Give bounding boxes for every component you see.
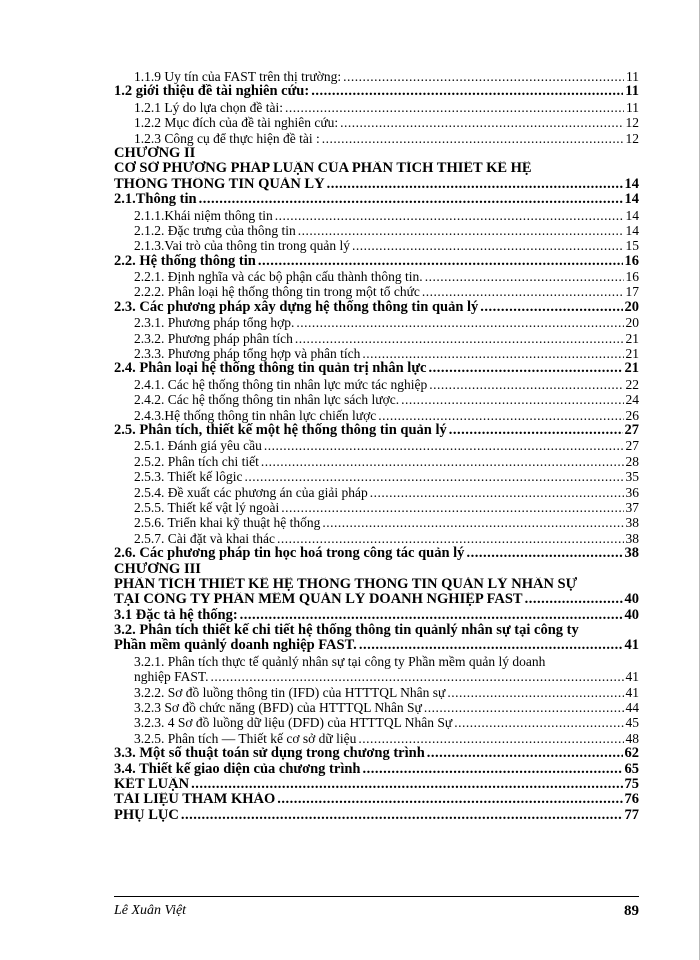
toc-leader-dots: [449, 423, 623, 438]
toc-entry: [114, 485, 639, 500]
toc-leader-dots: [322, 515, 623, 530]
toc-entry-label: CƠ SỞ PHƯƠNG PHÁP LUẬN CỦA PHÂN TÍCH THIẾT KẾ HỆ: [114, 161, 532, 177]
toc-entry: [114, 469, 639, 484]
toc-entry-page: 11: [626, 99, 639, 115]
toc-entry-label: 2.5.5. Thiết kế vật lý ngoài: [134, 499, 280, 515]
toc-entry: [114, 685, 639, 700]
toc-entry-label: 2.5.2. Phân tích chi tiết: [134, 453, 259, 469]
toc-leader-dots: [352, 238, 624, 253]
toc-entry: [114, 408, 639, 423]
toc-entry: [114, 592, 639, 607]
toc-leader-dots: [275, 208, 624, 223]
toc-entry-page: 45: [625, 715, 639, 731]
toc-entry-page: 40: [624, 607, 639, 623]
toc-entry-label: 1.2.1 Lý do lựa chọn đề tài:: [134, 99, 284, 115]
toc-leader-dots: [322, 131, 624, 146]
toc-entry-label: 2.4.2. Các hệ thống thông tin nhân lực sách lược.: [134, 392, 400, 408]
toc-entry: [114, 238, 639, 253]
toc-entry-page: 14: [624, 192, 639, 208]
toc-leader-dots: [525, 592, 623, 607]
toc-entry-label: 1.2.2 Mục đích của đề tài nghiên cứu:: [134, 115, 339, 131]
toc-entry: [114, 577, 639, 592]
toc-entry-page: 22: [625, 376, 639, 392]
toc-entry-page: 27: [624, 422, 639, 438]
toc-entry: [114, 84, 639, 99]
toc-entry: [114, 177, 639, 192]
toc-entry-page: 15: [625, 238, 639, 254]
toc-entry-label: 2.5.3. Thiết kế lôgic: [134, 469, 243, 485]
toc-entry-label: 2.5.4. Đề xuất các phương án của giải pháp: [134, 484, 368, 500]
toc-entry: [114, 515, 639, 530]
toc-entry-label: 2.1.Thông tin: [114, 192, 197, 208]
toc-entry-page: 44: [625, 700, 639, 716]
toc-leader-dots: [298, 223, 624, 238]
toc-entry-label: 3.1 Đặc tả hệ thống:: [114, 607, 238, 623]
toc-entry-page: 27: [625, 438, 639, 454]
toc-entry-page: 41: [625, 669, 639, 685]
toc-entry-page: 16: [625, 269, 639, 285]
toc-entry-label: 2.3.2. Phương pháp phân tích: [134, 330, 293, 346]
toc-entry: [114, 623, 639, 638]
toc-entry-page: 20: [625, 315, 639, 331]
toc-entry-page: 65: [624, 761, 639, 777]
toc-entry: [114, 269, 639, 284]
toc-entry-page: 41: [624, 638, 639, 654]
toc-entry: [114, 331, 639, 346]
toc-entry-page: 21: [624, 361, 639, 377]
toc-entry: [114, 161, 639, 176]
toc-entry-label: 2.2.1. Định nghĩa và các bộ phận cấu thành thông tin.: [134, 269, 423, 285]
toc-entry: [114, 423, 639, 438]
toc-entry-label: nghiệp FAST.: [134, 669, 209, 685]
toc-entry-label: 2.2.2. Phân loại hệ thống thông tin trong một tổ chức: [134, 284, 420, 300]
toc-leader-dots: [480, 300, 622, 315]
toc-entry-label: CHƯƠNG III: [114, 561, 201, 577]
toc-leader-dots: [425, 269, 624, 284]
toc-entry: [114, 361, 639, 376]
toc-entry-page: 35: [625, 469, 639, 485]
toc-leader-dots: [401, 392, 623, 407]
toc-entry-label: 3.2.1. Phân tích thực tế quảnlý nhân sự tại công ty Phần mềm quản lý doanh: [134, 653, 546, 669]
toc-entry-label: 3.2.2. Sơ đồ luồng thông tin (IFD) của HTTTQL Nhân sự: [134, 684, 446, 700]
toc-entry: [114, 700, 639, 715]
toc-leader-dots: [258, 254, 623, 269]
toc-entry-page: 41: [625, 684, 639, 700]
toc-entry-page: 16: [624, 253, 639, 269]
toc-entry: [114, 69, 639, 84]
toc-entry-label: 1.2.3 Công cụ để thực hiện đề tài :: [134, 130, 320, 146]
toc-entry-page: 38: [624, 546, 639, 562]
toc-leader-dots: [362, 762, 622, 777]
toc-entry-page: 24: [625, 392, 639, 408]
toc-entry-page: 38: [625, 530, 639, 546]
toc-leader-dots: [359, 638, 623, 653]
toc-entry-label: 2.1.2. Đặc trưng của thông tin: [134, 222, 296, 238]
toc-entry-label: 1.1.9 Uy tín của FAST trên thị trường:: [134, 69, 342, 84]
page-footer: [114, 896, 639, 920]
toc-leader-dots: [422, 284, 624, 299]
toc-entry-page: 11: [626, 69, 639, 84]
toc-leader-dots: [277, 792, 622, 807]
toc-entry: [114, 777, 639, 792]
toc-entry-label: 1.2 giới thiệu đề tài nghiên cứu:: [114, 84, 310, 100]
toc-entry: [114, 346, 639, 361]
toc-entry: [114, 762, 639, 777]
toc-entry: [114, 562, 639, 577]
toc-entry: [114, 223, 639, 238]
toc-leader-dots: [454, 715, 623, 730]
toc-leader-dots: [428, 361, 622, 376]
toc-entry: [114, 192, 639, 207]
toc-entry: [114, 638, 639, 653]
toc-entry-page: 21: [625, 346, 639, 362]
toc-entry-label: 2.4.1. Các hệ thống thông tin nhân lực mức tác nghiệp: [134, 376, 428, 392]
toc-leader-dots: [327, 177, 623, 192]
toc-entry: [114, 808, 639, 823]
toc-entry-label: PHỤ LỤC: [114, 807, 179, 823]
toc-entry-label: 3.2.3 Sơ đồ chức năng (BFD) của HTTTQL Nhân Sự: [134, 700, 422, 716]
toc-leader-dots: [429, 377, 623, 392]
toc-entry-label: 2.4.3.Hệ thống thông tin nhân lực chiến lược: [134, 407, 377, 423]
toc-entry-label: 2.1.1.Khái niệm thông tin: [134, 207, 273, 223]
toc-entry: [114, 746, 639, 761]
toc-entry-label: 2.4. Phân loại hệ thống thông tin quản trị nhân lực: [114, 361, 427, 377]
toc-entry-page: 11: [625, 84, 639, 100]
toc-entry: [114, 500, 639, 515]
toc-entry-label: Phần mềm quảnlý doanh nghiệp FAST.: [114, 638, 357, 654]
toc-leader-dots: [362, 346, 623, 361]
toc-entry-page: 17: [625, 284, 639, 300]
toc-entry-label: 2.5. Phân tích, thiết kế một hệ thống thông tin quản lý: [114, 422, 447, 438]
toc-entry: [114, 315, 639, 330]
toc-entry-label: 2.1.3.Vai trò của thông tin trong quản lý: [134, 238, 350, 254]
toc-entry-label: 2.2. Hệ thống thông tin: [114, 253, 256, 269]
table-of-contents: [114, 69, 639, 823]
toc-entry: [114, 392, 639, 407]
toc-entry-page: 36: [625, 484, 639, 500]
toc-entry: [114, 300, 639, 315]
toc-entry-label: 3.4. Thiết kế giao diện của chương trình: [114, 761, 361, 777]
toc-entry: [114, 208, 639, 223]
toc-entry-page: 77: [624, 807, 639, 823]
toc-entry-label: CHƯƠNG II: [114, 145, 196, 161]
toc-entry: [114, 100, 639, 115]
toc-entry-page: 14: [624, 176, 639, 192]
toc-entry-label: 3.2. Phân tích thiết kế chi tiết hệ thống thông tin quảnlý nhân sự tại công ty: [114, 623, 579, 639]
toc-entry: [114, 731, 639, 746]
toc-entry-page: 12: [625, 115, 639, 131]
toc-entry: [114, 115, 639, 130]
toc-entry: [114, 146, 639, 161]
toc-entry-page: 38: [625, 515, 639, 531]
toc-leader-dots: [211, 669, 624, 684]
toc-entry-label: 2.5.6. Triển khai kỹ thuật hệ thống: [134, 515, 321, 531]
toc-entry-label: 2.5.7. Cài đặt và khai thác: [134, 530, 275, 546]
toc-entry-page: 12: [625, 130, 639, 146]
toc-leader-dots: [427, 746, 623, 761]
toc-leader-dots: [281, 500, 623, 515]
toc-entry: [114, 438, 639, 453]
toc-entry-label: 2.3.3. Phương pháp tổng hợp và phân tích: [134, 346, 361, 362]
toc-entry-page: 48: [625, 730, 639, 746]
toc-entry: [114, 377, 639, 392]
toc-leader-dots: [358, 731, 623, 746]
toc-entry-page: 76: [624, 792, 639, 808]
toc-leader-dots: [240, 608, 623, 623]
footer-page-number: 89: [624, 903, 639, 919]
toc-leader-dots: [447, 685, 623, 700]
toc-entry-label: 2.3. Các phương pháp xây dựng hệ thống thông tin quản lý: [114, 299, 479, 315]
toc-entry-label: TÀI LIỆU THAM KHẢO: [114, 792, 276, 808]
toc-entry-page: 14: [625, 222, 639, 238]
toc-leader-dots: [466, 546, 622, 561]
toc-entry: [114, 792, 639, 807]
toc-entry: [114, 669, 639, 684]
toc-leader-dots: [277, 531, 624, 546]
toc-entry: [114, 608, 639, 623]
toc-entry: [114, 715, 639, 730]
toc-leader-dots: [340, 115, 623, 130]
toc-entry: [114, 454, 639, 469]
toc-entry-label: 2.3.1. Phương pháp tổng hợp.: [134, 315, 295, 331]
toc-leader-dots: [424, 700, 624, 715]
toc-entry-page: 14: [625, 207, 639, 223]
toc-leader-dots: [370, 485, 624, 500]
toc-leader-dots: [311, 84, 623, 99]
toc-entry-label: KẾT LUẬN: [114, 776, 190, 792]
toc-entry: [114, 284, 639, 299]
toc-entry-page: 28: [625, 453, 639, 469]
toc-leader-dots: [296, 315, 623, 330]
toc-entry-label: THỐNG THÔNG TIN QUẢN LÝ: [114, 176, 325, 192]
toc-leader-dots: [295, 331, 624, 346]
toc-entry-label: PHÂN TÍCH THIẾT KẾ HỆ THỐNG THÔNG TIN QUẢN LÝ NHÂN SỰ: [114, 576, 578, 592]
toc-leader-dots: [343, 69, 624, 84]
toc-entry-page: 20: [624, 299, 639, 315]
toc-entry-label: 3.2.3. 4 Sơ đồ luồng dữ liệu (DFD) của HTTTQL Nhân Sự: [134, 715, 453, 731]
footer-author: Lê Xuân Việt: [114, 903, 187, 918]
toc-leader-dots: [378, 408, 623, 423]
toc-entry-page: 26: [625, 407, 639, 423]
toc-leader-dots: [264, 438, 624, 453]
toc-entry-label: 2.6. Các phương pháp tin học hoá trong công tác quản lý: [114, 546, 465, 562]
toc-entry-page: 21: [625, 330, 639, 346]
toc-entry: [114, 254, 639, 269]
toc-leader-dots: [285, 100, 624, 115]
toc-entry-page: 62: [624, 746, 639, 762]
toc-entry-page: 40: [624, 592, 639, 608]
toc-entry-label: 3.3. Một số thuật toán sử dụng trong chương trình: [114, 746, 425, 762]
toc-entry: [114, 131, 639, 146]
toc-leader-dots: [244, 469, 623, 484]
toc-leader-dots: [199, 192, 623, 207]
toc-leader-dots: [191, 777, 622, 792]
toc-entry-label: TẠI CÔNG TY PHẦN MỀM QUẢN LÝ DOANH NGHIỆP FAST: [114, 592, 523, 608]
toc-entry-page: 75: [624, 776, 639, 792]
toc-leader-dots: [261, 454, 624, 469]
toc-entry: [114, 654, 639, 669]
toc-leader-dots: [181, 808, 623, 823]
toc-entry-label: 2.5.1. Đánh giá yêu cầu: [134, 438, 262, 454]
toc-entry-page: 37: [625, 499, 639, 515]
toc-entry-label: 3.2.5. Phân tích — Thiết kế cơ sở dữ liệu: [134, 730, 357, 746]
toc-entry: [114, 546, 639, 561]
toc-entry: [114, 531, 639, 546]
